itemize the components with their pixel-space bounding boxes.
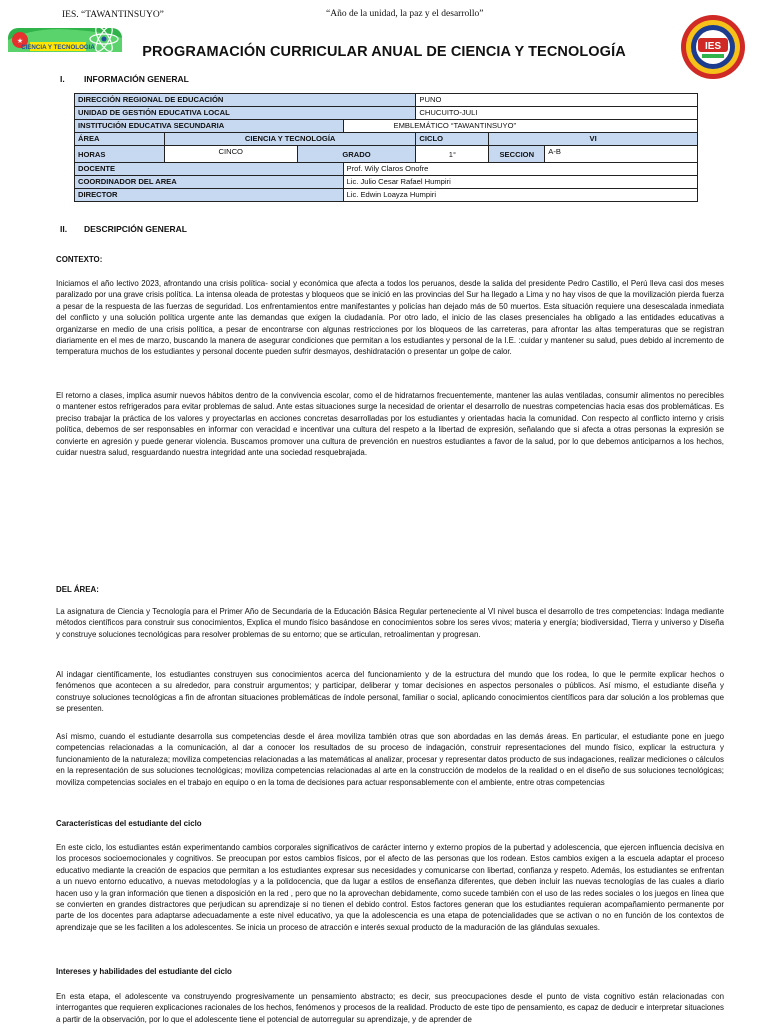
table-label-cell: ÁREA: [75, 133, 165, 146]
table-value-cell: A-B: [545, 146, 698, 163]
table-label-cell: COORDINADOR DEL AREA: [75, 176, 344, 189]
table-value-cell: Lic. Edwin Loayza Humpiri: [343, 189, 697, 202]
science-logo-text: CIENCIA Y TECNOLOGIA: [21, 44, 95, 51]
contexto-paragraph-1: Iniciamos el año lectivo 2023, afrontando una crisis política- social y económica que afecta a todos los peruanos, desde la salida del presidente Pedro Castillo, el Perú lleva casi dos meses paralizado por una grave crisis política. La intensa oleada de protestas y bloqueos que se inició en las provincias del Sur ha llegado a Lima y no hay visos de que la movilización pierda fuerza a pesar de la respuesta de las fuerzas de seguridad. Los enfrentamientos entre manifestantes y policías han dejado más de 50 muertos. Esta situación requiere una desescalada inmediata del conflicto y una solución política urgente ante las demandas que exigen la ciudadanía. Por otro lado, el inicio de las clases presenciales ha obligado a las entidades educativas a organizarse en medio de una crisis política, a pesar de encontrarse con algunas restricciones por los bloqueos de las carreteras, para afrontar las altas temperaturas que se registran diariamente en el mes de marzo, buscando la manera de asegurar condiciones que permitan a los estudiantes y personal de la I.E. :cuidar y mantener su salud, pues debido al incremento de temperatura muchos de los estudiantes y personal docente pueden sufrir desmayos, deshidratación o presentar un golpe de calor.: [56, 279, 724, 357]
table-value-cell: 1°: [416, 146, 489, 163]
table-label-cell: HORAS: [75, 146, 165, 163]
general-info-table: [74, 93, 698, 202]
table-value-cell: CHUCUITO-JULI: [416, 107, 698, 120]
table-value-cell: VI: [489, 133, 698, 146]
table-value-cell: CIENCIA Y TECNOLOGÍA: [164, 133, 416, 146]
intereses-paragraph: En esta etapa, el adolescente va construyendo progresivamente un pensamiento abstracto; es decir, sus preocupaciones desde el punto de vista cognitivo están relacionadas con interrogantes que requieren explicaciones racionales de los hechos, fenómenos y procesos de la realidad. Producto de este tipo de pensamiento, es capaz de deducir e interpretar situaciones a partir de la observación, por lo que el adolescente tiene el potencial de autorregular su aprendizaje, y de aprender de: [56, 992, 724, 1024]
section-heading-general-info: [60, 74, 189, 84]
caracteristicas-heading: Características del estudiante del ciclo: [56, 819, 202, 828]
table-label-cell: CICLO: [416, 133, 489, 146]
section-number: II.: [60, 224, 68, 234]
school-seal-text: IES: [704, 41, 722, 52]
section-title: INFORMACIÓN GENERAL: [84, 74, 189, 84]
table-row: [75, 133, 698, 146]
section-number: I.: [60, 74, 65, 84]
area-paragraph-2: Al indagar científicamente, los estudiantes construyen sus conocimientos acerca del funcionamiento y de la estructura del mundo que los rodea, lo que le permite explicar hechos o fenómenos que acontecen a su alrededor, para construir argumentos; y participar, deliberar y tomar decisiones en aspectos personales o públicos. Así mismo, el estudiante diseña y construye soluciones tecnológicas a fin de afrontan situaciones problemáticas de índole personal, familiar o social, aplicando conocimientos científicos para dar solución a los problemas que se presenten.: [56, 670, 724, 714]
table-label-cell: INSTITUCIÓN EDUCATIVA SECUNDARIA: [75, 120, 344, 133]
area-heading: DEL ÁREA:: [56, 585, 99, 594]
table-label-cell: DIRECTOR: [75, 189, 344, 202]
school-name: IES. “TAWANTINSUYO”: [62, 10, 164, 20]
section-title: DESCRIPCIÓN GENERAL: [84, 224, 187, 234]
contexto-heading: CONTEXTO:: [56, 255, 103, 264]
table-value-cell: Lic. Julio Cesar Rafael Humpiri: [343, 176, 697, 189]
caracteristicas-paragraph: En este ciclo, los estudiantes están experimentando cambios corporales significativos de carácter interno y externo propios de la pubertad y adolescencia, que ejercen influencia decisiva en los procesos socioemocionales y cognitivos. Se preocupan por estos cambios físicos, por el afecto de las personas que los rodean. Estos cambios exigen a la escuela adaptar el proceso educativo mediante la creación de espacios que permitan a los estudiantes expresar sus necesidades y comunicarse con libertad, confianza y respeto. Además, los estudiantes se enfrentan a un nuevo entorno educativo, a nuevas metodologías y a la polidocencia, que da lugar a estilos de enseñanza diferentes, que deben incluir las nuevas tecnologías de las cuales a diario hacen uso y la gran información que tienen a disposición en la red , pero que no la aprovechan debidamente, como sucede también con el uso de las redes sociales o los juegos en línea que se convierten en grandes distractores que perjudican su aprendizaje si no tienen el debido control. Estos factores generan que los estudiantes requieran acompañamiento permanente por parte de los docentes para adaptarse adecuadamente a este nivel educativo, ya que la adolescencia es una etapa de potencialidades que se activan o no en función de los contextos de aprendizaje que se les faciliten a los adolescentes. Se inicia un proceso de atracción e interés sexual producto de la maduración de las glándulas sexuales.: [56, 843, 724, 932]
table-value-cell: EMBLEMÁTICO “TAWANTINSUYO”: [343, 120, 697, 133]
table-label-cell: SECCION: [489, 146, 545, 163]
svg-text:★: ★: [16, 38, 24, 45]
intereses-heading: Intereses y habilidades del estudiante del ciclo: [56, 967, 232, 976]
table-row: [75, 107, 698, 120]
table-row: [75, 120, 698, 133]
contexto-paragraph-2: El retorno a clases, implica asumir nuevos hábitos dentro de la convivencia escolar, como el de hidratarnos frecuentemente, mantener las aulas ventiladas, consumir alimentos no perecibles o mantener estos refrigerados para evitar problemas de salud. Ante estas situaciones surge la necesidad de orientar el desarrollo de nuestras competencias hacia esas dos problemáticas. Es preciso trabajar la práctica de los valores y proyectarlas en acciones concretas desarrolladas por los estudiantes y orientadas hacia la comunidad. Con respecto al conflicto interno y crisis política, debemos de ser responsables en informar con veracidad e incentivar una cultura del respeto a la libertad de expresión, señalando que si afecta a otras personas la expresión se convierte en agresión y puede generar violencia. Buscamos promover una cultura de prevención en nuestros estudiantes a favor de la salud, por lo que debemos anticiparnos a los hechos, cuidar nuestra salud, resguardando nuestra integridad ante una sociedad resquebrajada.: [56, 391, 724, 458]
table-label-cell: GRADO: [297, 146, 416, 163]
area-paragraph-3: Así mismo, cuando el estudiante desarrolla sus competencias desde el área moviliza también otras que son abordadas en las demás áreas. En particular, el estudiante pone en juego competencias relacionadas a la comunicación, al dar a conocer los resultados de su proceso de indagación, construir representaciones del mundo físico, explicar la estructura y funcionamiento de la naturaleza; moviliza competencias relacionadas a las matemáticas al analizar, procesar y representar datos producto de sus indagaciones, realizar mediciones o cálculos en la representación de sus soluciones tecnológicas; moviliza competencias relacionadas al arte en la construcción de modelos de la realidad o en el diseño de sus soluciones tecnológicas; moviliza competencias sociales en el trabajo en equipo o en la toma de decisiones para actuar responsablemente con el ambiente, entre otras competencias: [56, 732, 724, 787]
page-title: PROGRAMACIÓN CURRICULAR ANUAL DE CIENCIA Y TECNOLOGÍA: [142, 44, 626, 60]
table-value-cell: Prof. Wily Claros Onofre: [343, 163, 697, 176]
table-row: [75, 94, 698, 107]
table-row: [75, 146, 698, 163]
area-paragraph-1: La asignatura de Ciencia y Tecnología para el Primer Año de Secundaria de la Educación Básica Regular perteneciente al VI nivel busca el desarrollo de tres competencias: Indaga mediante métodos científicos para construir sus conocimientos, Explica el mundo físico basándose en conocimientos sobre los seres vivos; materia y energía; biodiversidad, Tierra y universo y Diseña y construye soluciones tecnológicas para resolver problemas de su entorno; que se articulan, retroalimentan y progresan.: [56, 607, 724, 639]
year-motto: “Año de la unidad, la paz y el desarrollo”: [326, 9, 484, 19]
table-label-cell: DOCENTE: [75, 163, 344, 176]
section-heading-description: [60, 224, 187, 234]
table-row: [75, 176, 698, 189]
table-value-cell: PUNO: [416, 94, 698, 107]
table-row: [75, 189, 698, 202]
table-value-cell: CINCO: [164, 146, 297, 163]
table-label-cell: UNIDAD DE GESTIÓN EDUCATIVA LOCAL: [75, 107, 416, 120]
table-row: [75, 163, 698, 176]
table-label-cell: DIRECCIÓN REGIONAL DE EDUCACIÓN: [75, 94, 416, 107]
